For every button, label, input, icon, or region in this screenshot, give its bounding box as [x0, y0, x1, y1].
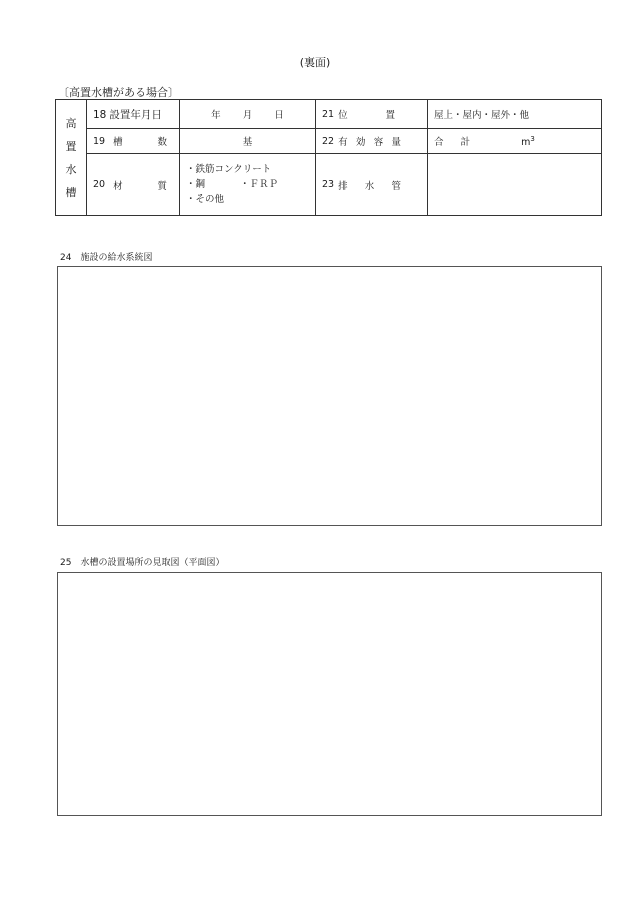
total-char: 計	[460, 137, 471, 148]
install-date-label	[87, 100, 180, 129]
label-char: 容	[373, 137, 384, 148]
label-char: 効	[355, 137, 366, 148]
water-supply-diagram-title: 24 施設の給水系統図	[60, 253, 153, 263]
item-number: 18	[93, 108, 107, 121]
location-field[interactable]	[428, 100, 602, 129]
item-number: 23	[322, 179, 335, 190]
elevated-tank-group-label	[56, 100, 87, 216]
label-char: 有	[338, 137, 348, 148]
label-char: 位	[338, 110, 348, 121]
label-char: 数	[157, 137, 167, 148]
label-char: 材	[113, 180, 123, 192]
location-options: 屋上・屋内・屋外・他	[434, 110, 530, 121]
option-concrete: ・鉄筋コンクリート	[186, 164, 272, 175]
label-char: 槽	[113, 137, 123, 148]
material-options[interactable]	[180, 154, 316, 216]
group-char: 置	[65, 139, 77, 153]
tank-count-label	[87, 129, 180, 154]
item-number: 22	[322, 135, 335, 147]
month-unit: 月	[242, 110, 253, 121]
item-label: 設置年月日	[109, 108, 162, 121]
material-label	[87, 154, 180, 216]
day-unit: 日	[274, 110, 284, 121]
location-label	[316, 100, 428, 129]
group-char: 高	[65, 116, 77, 130]
table-row	[56, 100, 602, 129]
section-title: 〔高置水槽がある場合〕	[58, 86, 179, 99]
effective-capacity-label	[316, 129, 428, 154]
option-frp: ・ＦＲＰ	[240, 179, 279, 190]
group-char: 槽	[65, 185, 77, 199]
installation-plan-box[interactable]	[57, 572, 602, 816]
install-date-field[interactable]	[180, 100, 316, 129]
group-char: 水	[65, 162, 77, 176]
count-unit: 基	[242, 137, 253, 148]
item-number: 21	[322, 108, 335, 120]
tank-count-field[interactable]	[180, 129, 316, 154]
drain-pipe-field[interactable]	[428, 154, 602, 216]
total-char: 合	[434, 137, 444, 148]
label-char: 質	[157, 180, 167, 192]
option-other: ・その他	[186, 194, 225, 205]
elevated-tank-table	[55, 99, 602, 216]
volume-unit: $m^3$	[521, 134, 535, 148]
option-row	[186, 177, 309, 192]
label-char: 排	[338, 180, 348, 192]
page-title: (裏面)	[299, 56, 331, 69]
item-number: 20	[93, 179, 106, 190]
label-char: 量	[391, 137, 401, 148]
label-char: 管	[391, 180, 401, 192]
water-supply-diagram-box[interactable]	[57, 266, 602, 526]
label-char: 水	[364, 180, 375, 192]
item-number: 19	[93, 135, 106, 147]
option-steel: ・鋼	[186, 179, 206, 190]
installation-plan-title: 25 水槽の設置場所の見取図（平面図）	[60, 558, 225, 568]
table-row	[56, 129, 602, 154]
effective-capacity-field[interactable]	[428, 129, 602, 154]
table-row	[56, 154, 602, 216]
year-unit: 年	[211, 110, 221, 121]
drain-pipe-label	[316, 154, 428, 216]
label-char: 置	[385, 110, 395, 121]
